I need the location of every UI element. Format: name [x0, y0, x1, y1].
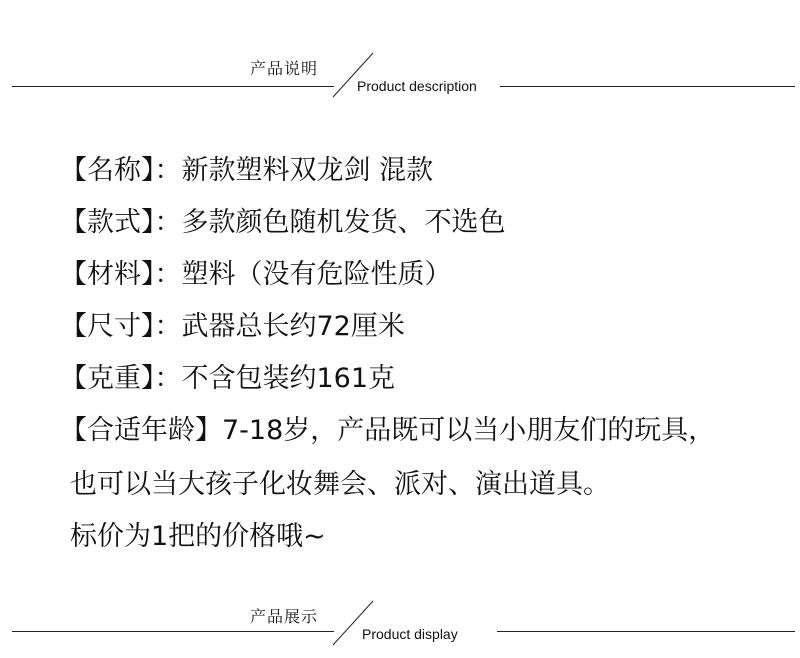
spec-separator: ：: [154, 311, 182, 342]
spec-separator: ：: [154, 259, 182, 290]
spec-continuation-line: 也可以当大孩子化妆舞会、派对、演出道具。: [70, 469, 610, 500]
spec-label: 【尺寸】: [60, 311, 155, 342]
spec-label: 【材料】: [60, 259, 155, 290]
section-title-en: Product description: [357, 78, 477, 94]
spec-value: 多款颜色随机发货、不选色: [181, 207, 506, 238]
spec-separator: ：: [154, 207, 182, 238]
spec-label: 【克重】: [60, 363, 155, 394]
spec-row-style: [60, 203, 506, 243]
header-rule-right: [497, 631, 795, 632]
spec-label: 【名称】: [60, 155, 155, 186]
spec-label: 【款式】: [60, 207, 155, 238]
spec-separator: ：: [154, 155, 182, 186]
spec-separator: ：: [154, 363, 182, 394]
spec-value: 不含包装约161克: [181, 363, 396, 394]
section-header-description: [0, 50, 800, 110]
spec-row-age: [60, 411, 715, 451]
header-rule-right: [500, 86, 795, 87]
section-title-cn: 产品说明: [250, 59, 319, 78]
spec-row-weight: [60, 359, 395, 399]
header-rule-left: [12, 86, 334, 87]
spec-value: 新款塑料双龙剑 混款: [181, 155, 434, 186]
section-title-en: Product display: [362, 626, 458, 642]
spec-value: 塑料（没有危险性质）: [181, 259, 452, 290]
spec-row-name: [60, 151, 433, 191]
spec-value: 武器总长约72厘米: [181, 311, 405, 342]
section-header-display: [0, 598, 800, 658]
header-rule-left: [12, 631, 334, 632]
spec-row-material: [60, 255, 452, 295]
spec-label: 【合适年龄】: [60, 415, 222, 446]
price-note: 标价为1把的价格哦~: [70, 521, 326, 552]
spec-value: 7-18岁，产品既可以当小朋友们的玩具，: [222, 415, 716, 446]
spec-row-size: [60, 307, 405, 347]
section-title-cn: 产品展示: [250, 607, 319, 626]
